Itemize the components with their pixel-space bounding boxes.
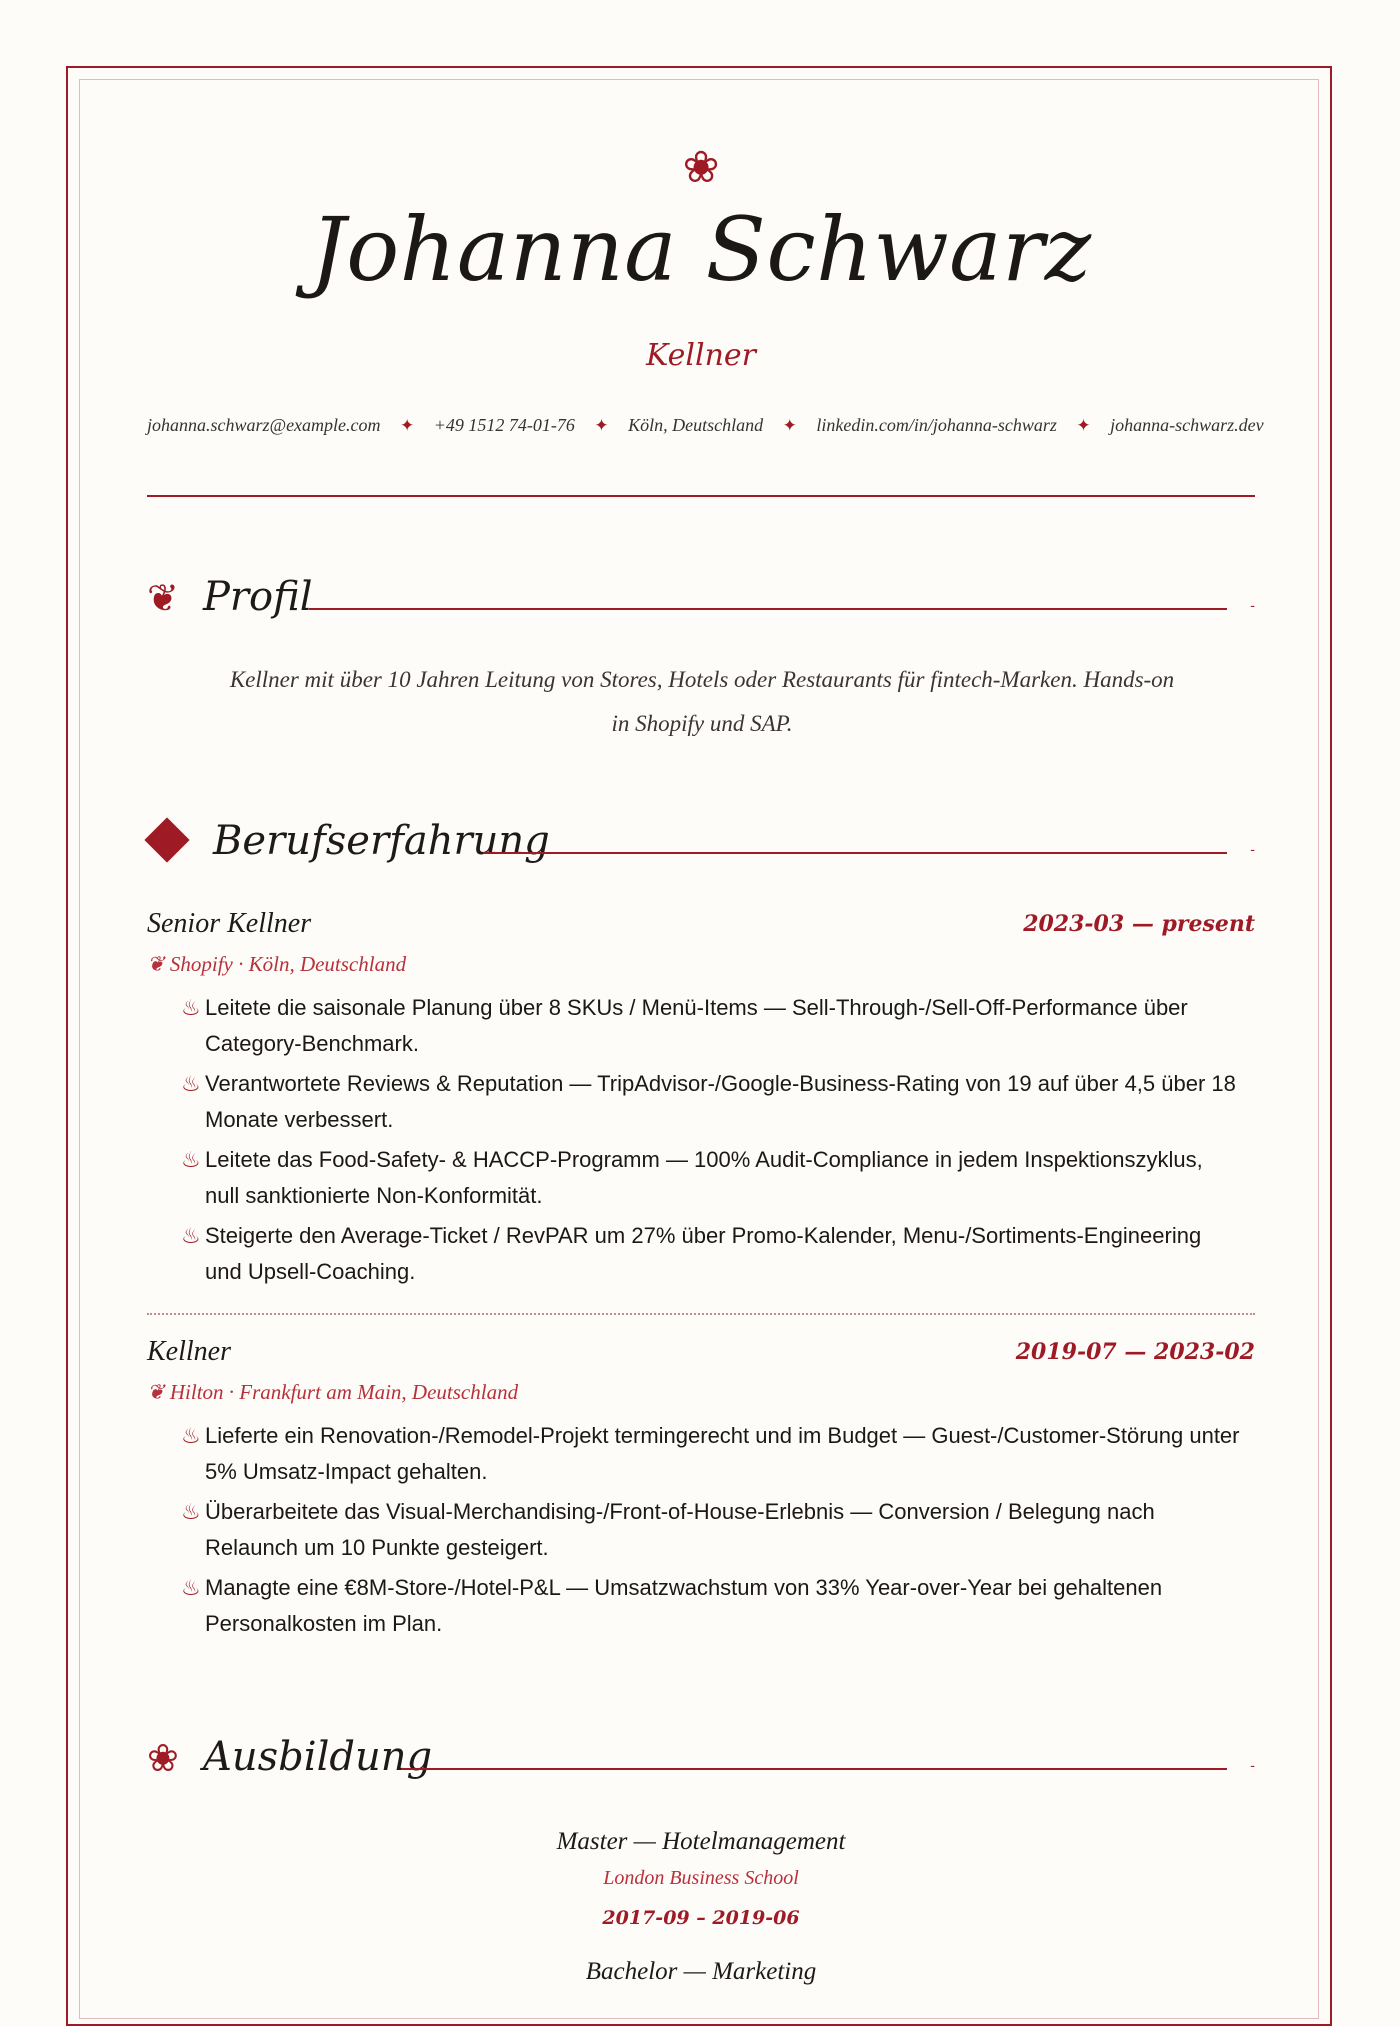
contact-website[interactable]: johanna-schwarz.dev	[1110, 415, 1264, 435]
education-entry	[147, 1824, 1255, 1940]
header-divider	[147, 495, 1255, 497]
profile-summary: Kellner mit über 10 Jahren Leitung von Stores, Hotels oder Restaurants für fintech-Marken. Hands-on in Shopify und SAP.	[229, 667, 1175, 736]
section-rule	[309, 608, 1227, 610]
job-entry	[147, 1334, 1255, 1654]
list-item	[183, 1570, 1243, 1642]
section-title: Profil	[203, 574, 313, 620]
star-separator-icon: ✦	[594, 416, 609, 435]
list-item	[183, 1494, 1243, 1566]
job-separator	[147, 1313, 1255, 1315]
education-degree: Bachelor — Marketing	[585, 1958, 817, 1985]
bullet-text: Lieferte ein Renovation-/Remodel-Projekt termingerecht und im Budget — Guest-/Customer-Störung unter 5% Umsatz-Impact gehalten.	[205, 1423, 1240, 1484]
job-dates: 2023-03 — present	[1023, 911, 1255, 937]
job-bullets	[183, 990, 1243, 1294]
job-title: Senior Kellner	[147, 908, 312, 939]
list-item	[183, 1142, 1243, 1214]
job-dates: 2019-07 — 2023-02	[1015, 1339, 1255, 1365]
list-item	[183, 1218, 1243, 1290]
contact-location: Köln, Deutschland	[628, 415, 764, 435]
contact-email[interactable]: johanna.schwarz@example.com	[147, 415, 381, 435]
diamond-icon	[144, 817, 189, 862]
section-rule	[483, 852, 1227, 854]
contact-phone[interactable]: +49 1512 74-01-76	[433, 415, 575, 435]
section-title: Berufserfahrung	[213, 818, 550, 864]
bullet-text: Überarbeitete das Visual-Merchandising-/Front-of-House-Erlebnis — Conversion / Belegung nach Relaunch um 10 Punkte gesteigert.	[205, 1499, 1155, 1560]
hot-springs-bullet-icon: ♨	[181, 1499, 201, 1524]
education-dates: 2017-09 – 2019-06	[602, 1907, 800, 1929]
bullet-text: Managte eine €8M-Store-/Hotel-P&L — Umsatzwachstum von 33% Year-over-Year bei gehaltenen Personalkosten im Plan.	[205, 1575, 1163, 1636]
education-school: London Business School	[603, 1867, 799, 1889]
hot-springs-bullet-icon: ♨	[181, 1223, 201, 1248]
candidate-role: Kellner	[646, 338, 756, 373]
section-heading-education	[147, 1728, 1255, 1788]
star-separator-icon: ✦	[1076, 416, 1091, 435]
list-item	[183, 1066, 1243, 1138]
section-heading-experience	[147, 812, 1255, 872]
hot-springs-bullet-icon: ♨	[181, 1147, 201, 1172]
job-company-label: Shopify · Köln, Deutschland	[169, 952, 407, 976]
hot-springs-bullet-icon: ♨	[181, 1071, 201, 1096]
floral-heart-icon: ❦	[147, 952, 165, 976]
job-title: Kellner	[147, 1336, 231, 1367]
floral-heart-icon: ❦	[147, 1380, 165, 1404]
list-item	[183, 990, 1243, 1062]
flower-icon: ❀	[147, 1736, 179, 1780]
bullet-text: Verantwortete Reviews & Reputation — TripAdvisor-/Google-Business-Rating von 19 auf über 4,5 über 18 Monate verbessert.	[205, 1071, 1236, 1132]
floral-heart-icon: ❦	[147, 576, 179, 620]
hot-springs-bullet-icon: ♨	[181, 995, 201, 1020]
bullet-text: Leitete die saisonale Planung über 8 SKUs / Menü-Items — Sell-Through-/Sell-Off-Performance über Category-Benchmark.	[205, 995, 1188, 1056]
star-separator-icon: ✦	[400, 416, 415, 435]
list-item	[183, 1418, 1243, 1490]
job-company	[147, 1378, 518, 1406]
job-company	[147, 950, 406, 978]
flower-ornament-icon: ❀	[682, 142, 720, 193]
education-degree: Master — Hotelmanagement	[556, 1828, 846, 1855]
hot-springs-bullet-icon: ♨	[181, 1575, 201, 1600]
job-entry	[147, 906, 1255, 1296]
section-heading-profile	[147, 568, 1255, 628]
contact-line	[147, 412, 1264, 439]
bullet-text: Leitete das Food-Safety- & HACCP-Programm — 100% Audit-Compliance in jedem Inspektionszyklus, null sanktionierte Non-Konformität.	[205, 1147, 1203, 1208]
candidate-name: Johanna Schwarz	[310, 198, 1092, 301]
bullet-text: Steigerte den Average-Ticket / RevPAR um 27% über Promo-Kalender, Menu-/Sortiments-Engineering und Upsell-Coaching.	[205, 1223, 1202, 1284]
section-tick: -	[1250, 1758, 1255, 1774]
section-title: Ausbildung	[203, 1734, 433, 1780]
education-entry	[147, 1954, 1255, 1990]
job-bullets	[183, 1418, 1243, 1646]
hot-springs-bullet-icon: ♨	[181, 1423, 201, 1448]
contact-linkedin[interactable]: linkedin.com/in/johanna-schwarz	[816, 415, 1057, 435]
job-company-label: Hilton · Frankfurt am Main, Deutschland	[169, 1380, 519, 1404]
star-separator-icon: ✦	[782, 416, 797, 435]
section-tick: -	[1250, 598, 1255, 614]
section-rule	[401, 1768, 1227, 1770]
section-tick: -	[1250, 842, 1255, 858]
